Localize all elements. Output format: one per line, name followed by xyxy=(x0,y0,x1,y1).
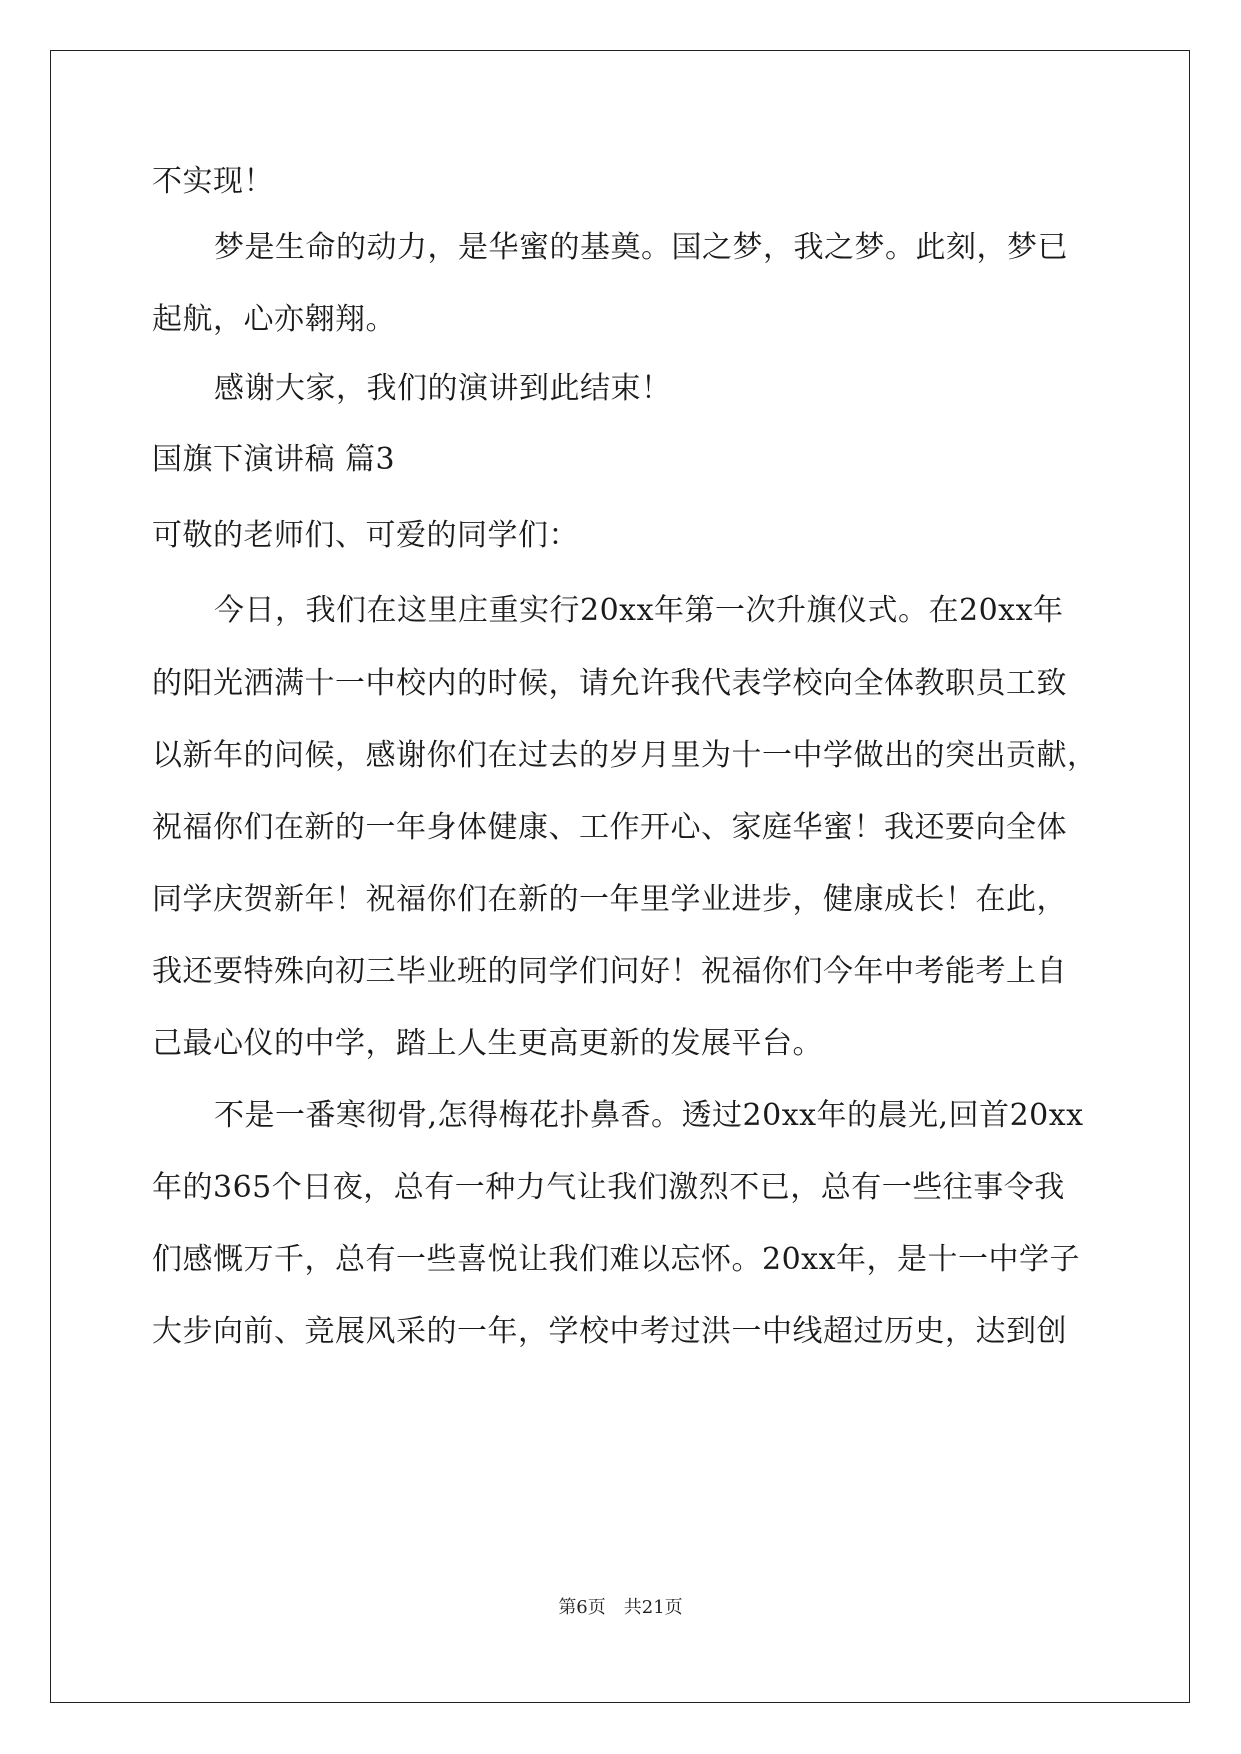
text-line: 们感慨万千，总有一些喜悦让我们难以忘怀。20xx年，是十一中学子 xyxy=(152,1242,1081,1277)
text-line: 同学庆贺新年！祝福你们在新的一年里学业进步，健康成长！在此， xyxy=(152,882,1067,917)
text-line: 大步向前、竞展风采的一年，学校中考过洪一中线超过历史，达到创 xyxy=(152,1314,1067,1349)
text-line: 己最心仪的中学，踏上人生更高更新的发展平台。 xyxy=(152,1026,823,1061)
text-line: 起航，心亦翱翔。 xyxy=(152,302,396,337)
salutation-line: 可敬的老师们、可爱的同学们： xyxy=(152,518,579,553)
text-line: 年的365个日夜，总有一种力气让我们激烈不已，总有一些往事令我 xyxy=(152,1170,1065,1205)
text-line: 我还要特殊向初三毕业班的同学们问好！祝福你们今年中考能考上自 xyxy=(152,954,1067,989)
page-border xyxy=(50,50,1190,1703)
paragraph-line: 不是一番寒彻骨,怎得梅花扑鼻香。透过20xx年的晨光,回首20xx xyxy=(214,1098,1084,1133)
text-line: 以新年的问候，感谢你们在过去的岁月里为十一中学做出的突出贡献， xyxy=(152,738,1098,773)
text-line: 不实现！ xyxy=(152,164,274,199)
paragraph-line: 感谢大家，我们的演讲到此结束！ xyxy=(214,371,672,406)
paragraph-line: 梦是生命的动力，是华蜜的基奠。国之梦，我之梦。此刻，梦已 xyxy=(214,230,1068,265)
page-number-footer: 第6页 共21页 xyxy=(558,1597,683,1618)
paragraph-line: 今日，我们在这里庄重实行20xx年第一次升旗仪式。在20xx年 xyxy=(214,593,1064,628)
text-line: 的阳光洒满十一中校内的时候，请允许我代表学校向全体教职员工致 xyxy=(152,666,1067,701)
section-heading: 国旗下演讲稿 篇3 xyxy=(152,442,396,477)
text-line: 祝福你们在新的一年身体健康、工作开心、家庭华蜜！我还要向全体 xyxy=(152,810,1067,845)
